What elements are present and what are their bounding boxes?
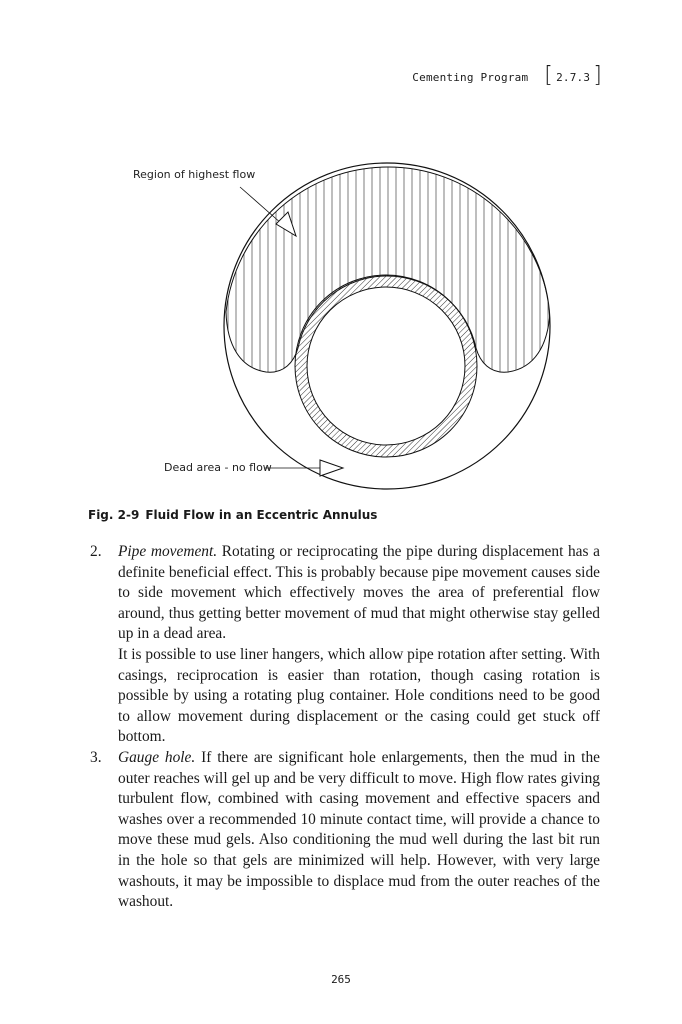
- page-number: 265: [331, 973, 351, 986]
- list-item-title: Pipe movement.: [118, 543, 218, 560]
- list-item-number: 3.: [90, 748, 102, 766]
- annulus-diagram: [0, 0, 682, 500]
- list-item-text: If there are significant hole enlargements, then the mud in the outer reaches will gel up and be very difficult to move. High flow rates giving turbulent flow, combined with casing movement and effective spacers and washes over a recommended 10 minute contact time, will provide a chance to move these mud gels. Also conditioning the mud well during the last bit run in the hole so that gels are minimized will help. However, with very large washouts, it may be impossible to displace mud from the outer reaches of the washout.: [118, 748, 600, 911]
- eccentric-annulus-figure: [0, 0, 682, 500]
- highest-flow-leader: [240, 187, 282, 224]
- section-label: 2.7.3: [556, 70, 591, 84]
- list-item: [90, 542, 600, 748]
- list-item-paragraph-2: It is possible to use liner hangers, which allow pipe rotation after setting. With casings, reciprocation is easier than rotation, though casing rotation is possible by using a rotating plug container. Hole conditions need to be good to allow movement during displacement or the casing could get stuck off bottom.: [118, 645, 600, 746]
- caption-title: Fluid Flow in an Eccentric Annulus: [145, 508, 378, 522]
- highest-flow-label: Region of highest flow: [133, 168, 256, 181]
- bracket-close: ]: [593, 63, 602, 88]
- list-item-title: Gauge hole.: [118, 748, 196, 766]
- figure-caption: [88, 508, 377, 522]
- bracket-open: [: [544, 63, 554, 88]
- list-item-paragraph: [118, 542, 600, 645]
- list-item-number: 2.: [90, 543, 102, 560]
- list-item: [90, 748, 600, 913]
- running-title: Cementing Program: [412, 70, 529, 84]
- body-text: [90, 542, 600, 913]
- list-item-paragraph: [118, 748, 600, 913]
- dead-area-label: Dead area - no flow: [164, 461, 272, 474]
- casing-bore: [307, 287, 465, 445]
- dead-area-arrow: [320, 460, 343, 476]
- caption-number: Fig. 2-9: [88, 508, 140, 522]
- list-item-text: Rotating or reciprocating the pipe during displacement has a definite beneficial effect. This is probably because pipe movement causes side to side movement which effectively moves the area of preferential flow around, thus getting better movement of mud that might otherwise stay gelled up in a dead area.: [118, 543, 600, 643]
